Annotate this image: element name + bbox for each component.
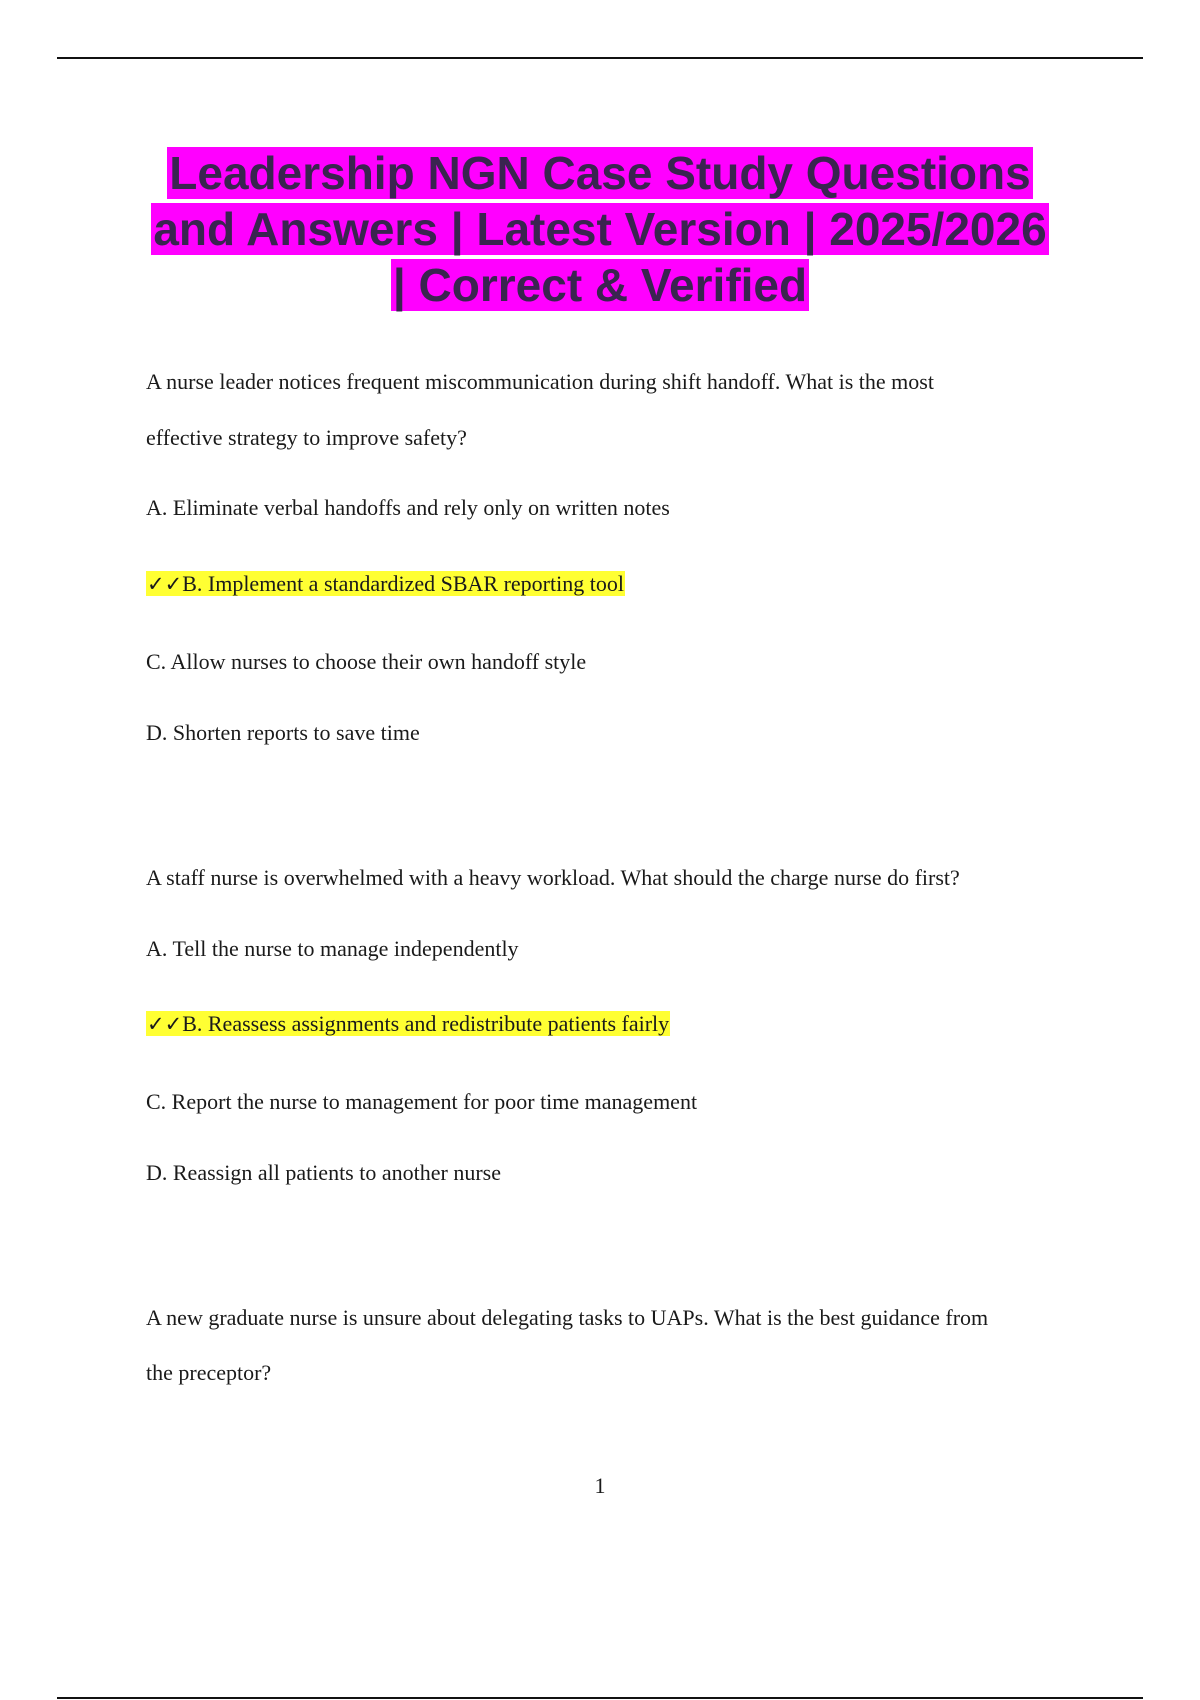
question-1-option-c: C. Allow nurses to choose their own handoff style xyxy=(146,649,587,674)
question-3-stem-line-1: A new graduate nurse is unsure about delegating tasks to UAPs. What is the best guidance from xyxy=(146,1305,989,1330)
question-2-option-c: C. Report the nurse to management for poor time management xyxy=(146,1089,698,1114)
title-line-1: Leadership NGN Case Study Questions xyxy=(169,147,1031,199)
page-number: 1 xyxy=(594,1473,606,1498)
correct-answer-highlight xyxy=(146,1011,670,1036)
question-1-stem-line-1: A nurse leader notices frequent miscommunication during shift handoff. What is the most xyxy=(146,369,934,394)
question-1-option-b xyxy=(146,570,625,598)
double-check-icon: ✓✓ xyxy=(147,572,183,596)
question-1-option-a: A. Eliminate verbal handoffs and rely only on written notes xyxy=(146,495,670,520)
question-1-option-d: D. Shorten reports to save time xyxy=(146,720,420,745)
correct-answer-highlight xyxy=(146,571,625,596)
question-1-stem-line-2: effective strategy to improve safety? xyxy=(146,425,467,450)
title-line-2: and Answers | Latest Version | 2025/2026 xyxy=(153,203,1047,255)
bottom-rule xyxy=(57,1697,1143,1699)
top-rule xyxy=(57,57,1143,59)
double-check-icon: ✓✓ xyxy=(147,1012,183,1036)
question-1-option-b-text: B. Implement a standardized SBAR reporting tool xyxy=(182,571,624,596)
question-2-option-b xyxy=(146,1010,670,1038)
title-line-3: | Correct & Verified xyxy=(392,259,808,311)
question-3-stem-line-2: the preceptor? xyxy=(146,1360,272,1385)
question-2-option-a: A. Tell the nurse to manage independently xyxy=(146,936,519,961)
question-2-option-d: D. Reassign all patients to another nurse xyxy=(146,1160,501,1185)
question-2-stem-line-1: A staff nurse is overwhelmed with a heavy workload. What should the charge nurse do first? xyxy=(146,865,960,890)
question-2-option-b-text: B. Reassess assignments and redistribute patients fairly xyxy=(182,1011,670,1036)
document-title xyxy=(120,145,1080,313)
